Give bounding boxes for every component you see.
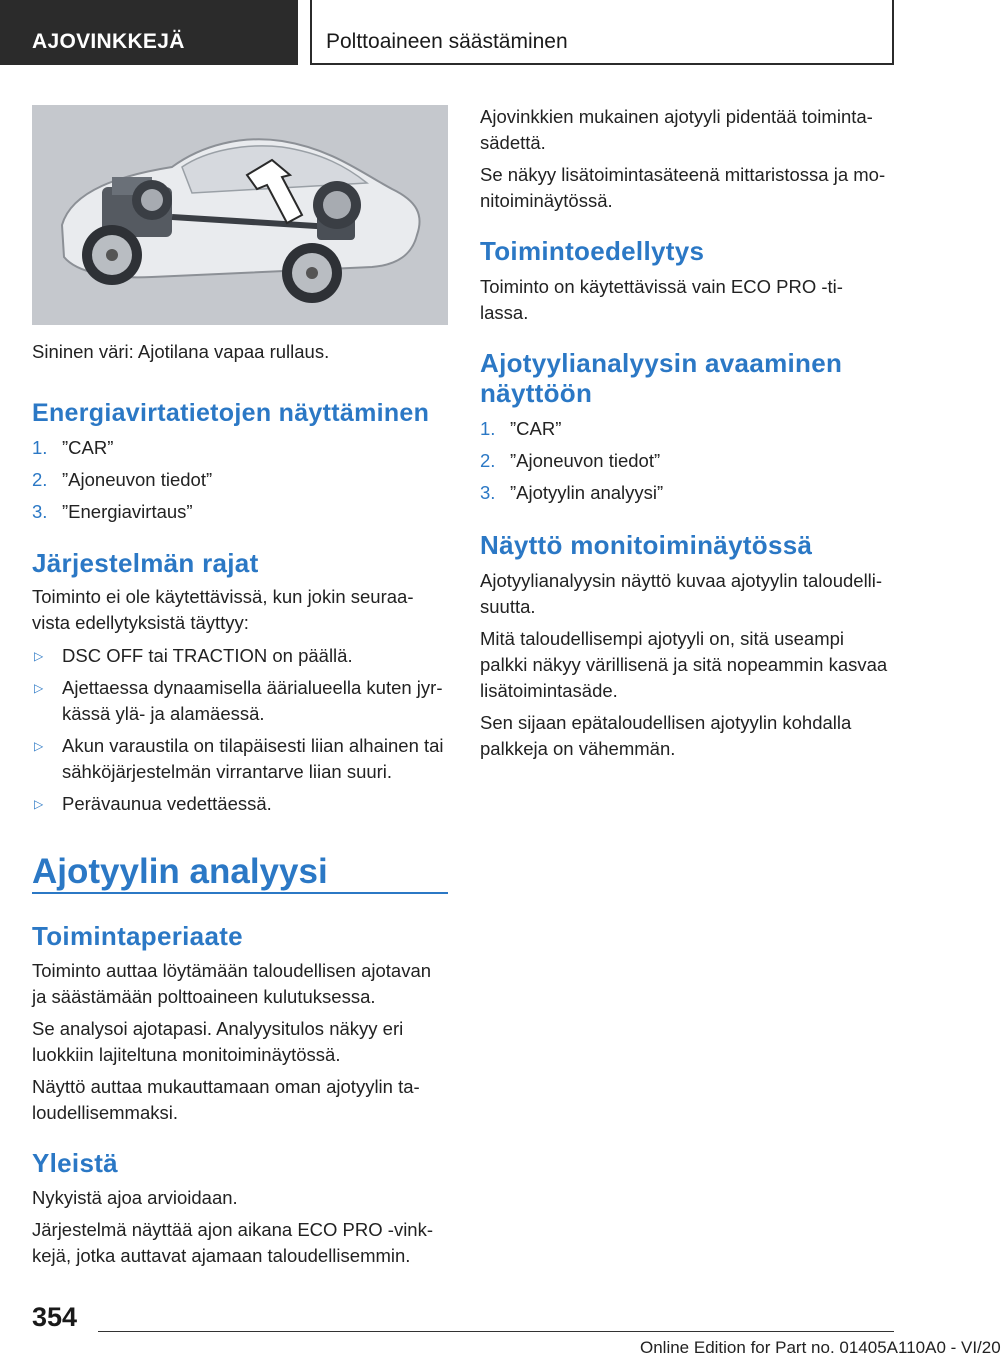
bullet-triangle-icon: ▷ — [34, 739, 44, 753]
display-p1-line2: suutta. — [480, 596, 536, 617]
step-text: ”Ajotyylin analyysi” — [510, 482, 664, 503]
heading-system-limits: Järjestelmän rajat — [32, 548, 259, 578]
general-p2-line2: kejä, jotka auttavat ajamaan taloudellisemmin. — [32, 1245, 411, 1266]
limit-bullet-4: Perävaunua vedettäessä. — [62, 793, 272, 814]
limit-bullet-1: DSC OFF tai TRACTION on päällä. — [62, 645, 353, 666]
step-number: 1. — [32, 437, 48, 458]
limit-bullet-2-line1: Ajettaessa dynaamisella äärialueella kuten jyr- — [62, 677, 443, 698]
display-p1-line1: Ajotyylianalyysin näyttö kuvaa ajotyylin taloudelli- — [480, 570, 883, 591]
step-number: 3. — [480, 482, 496, 503]
page-header — [0, 0, 960, 65]
heading-driving-style-analysis: Ajotyylin analyysi — [32, 852, 328, 891]
intro-p1-line1: Ajovinkkien mukainen ajotyyli pidentää toiminta- — [480, 106, 873, 127]
step-number: 1. — [480, 418, 496, 439]
bullet-triangle-icon: ▷ — [34, 649, 44, 663]
general-p1: Nykyistä ajoa arvioidaan. — [32, 1187, 238, 1208]
limits-intro-line2: vista edellytyksistä täyttyy: — [32, 612, 249, 633]
limits-intro-line1: Toiminto ei ole käytettävissä, kun jokin seuraa- — [32, 586, 414, 607]
bullet-triangle-icon: ▷ — [34, 797, 44, 811]
heading-open-analysis-line2: näyttöön — [480, 378, 593, 408]
bullet-triangle-icon: ▷ — [34, 681, 44, 695]
display-p2-line3: lisätoimintasäde. — [480, 680, 618, 701]
step-number: 2. — [32, 469, 48, 490]
section-tab: AJOVINKKEJÄ — [0, 0, 298, 65]
limit-bullet-3-line2: sähköjärjestelmän virrantarve liian suuri. — [62, 761, 393, 782]
display-p3-line1: Sen sijaan epätaloudellisen ajotyylin kohdalla — [480, 712, 852, 733]
car-drivetrain-image — [32, 105, 448, 325]
intro-p1-line2: sädettä. — [480, 132, 546, 153]
footer-divider — [98, 1331, 894, 1332]
page-number: 354 — [32, 1302, 78, 1332]
display-p2-line2: palkki näkyy värillisenä ja sitä nopeammin kasvaa — [480, 654, 888, 675]
intro-p2-line1: Se näkyy lisätoimintasäteenä mittaristossa ja mo- — [480, 164, 886, 185]
heading-general: Yleistä — [32, 1148, 118, 1178]
heading-energy-flow: Energiavirtatietojen näyttäminen — [32, 399, 430, 427]
principle-p3-line1: Näyttö auttaa mukauttamaan oman ajotyylin ta- — [32, 1076, 420, 1097]
principle-p2-line2: luokkiin lajiteltuna monitoiminäytössä. — [32, 1044, 341, 1065]
principle-p1-line2: ja säästämään polttoaineen kulutuksessa. — [32, 986, 376, 1007]
edition-note: Online Edition for Part no. 01405A110A0 - VI/20 — [640, 1338, 1001, 1357]
condition-line1: Toiminto on käytettävissä vain ECO PRO -ti- — [480, 276, 843, 297]
principle-p2-line1: Se analysoi ajotapasi. Analyysitulos näkyy eri — [32, 1018, 404, 1039]
step-text: ”Ajoneuvon tiedot” — [510, 450, 661, 471]
limit-bullet-3-line1: Akun varaustila on tilapäisesti liian alhainen tai — [62, 735, 444, 756]
limit-bullet-2-line2: kässä ylä- ja alamäessä. — [62, 703, 265, 724]
general-p2-line1: Järjestelmä näyttää ajon aikana ECO PRO -vink- — [32, 1219, 434, 1240]
condition-line2: lassa. — [480, 302, 529, 323]
step-text: ”CAR” — [510, 418, 562, 439]
heading-display: Näyttö monitoiminäytössä — [480, 530, 813, 560]
step-number: 2. — [480, 450, 496, 471]
principle-p1-line1: Toiminto auttaa löytämään taloudellisen ajotavan — [32, 960, 432, 981]
principle-p3-line2: loudellisemmaksi. — [32, 1102, 178, 1123]
car-illustration — [32, 105, 448, 325]
display-p3-line2: palkkeja on vähemmän. — [480, 738, 676, 759]
heading-rule — [32, 892, 448, 894]
intro-p2-line2: nitoiminäytössä. — [480, 190, 613, 211]
step-text: ”Energiavirtaus” — [62, 501, 193, 522]
step-text: ”CAR” — [62, 437, 114, 458]
display-p2-line1: Mitä taloudellisempi ajotyyli on, sitä useampi — [480, 628, 845, 649]
step-text: ”Ajoneuvon tiedot” — [62, 469, 213, 490]
front-wheel — [82, 225, 142, 285]
heading-principle: Toimintaperiaate — [32, 921, 243, 951]
step-number: 3. — [32, 501, 48, 522]
heading-open-analysis-line1: Ajotyylianalyysin avaaminen — [480, 348, 843, 378]
heading-condition: Toimintoedellytys — [480, 236, 705, 266]
chapter-title: Polttoaineen säästäminen — [310, 0, 894, 65]
figure-caption: Sininen väri: Ajotilana vapaa rullaus. — [32, 341, 330, 362]
